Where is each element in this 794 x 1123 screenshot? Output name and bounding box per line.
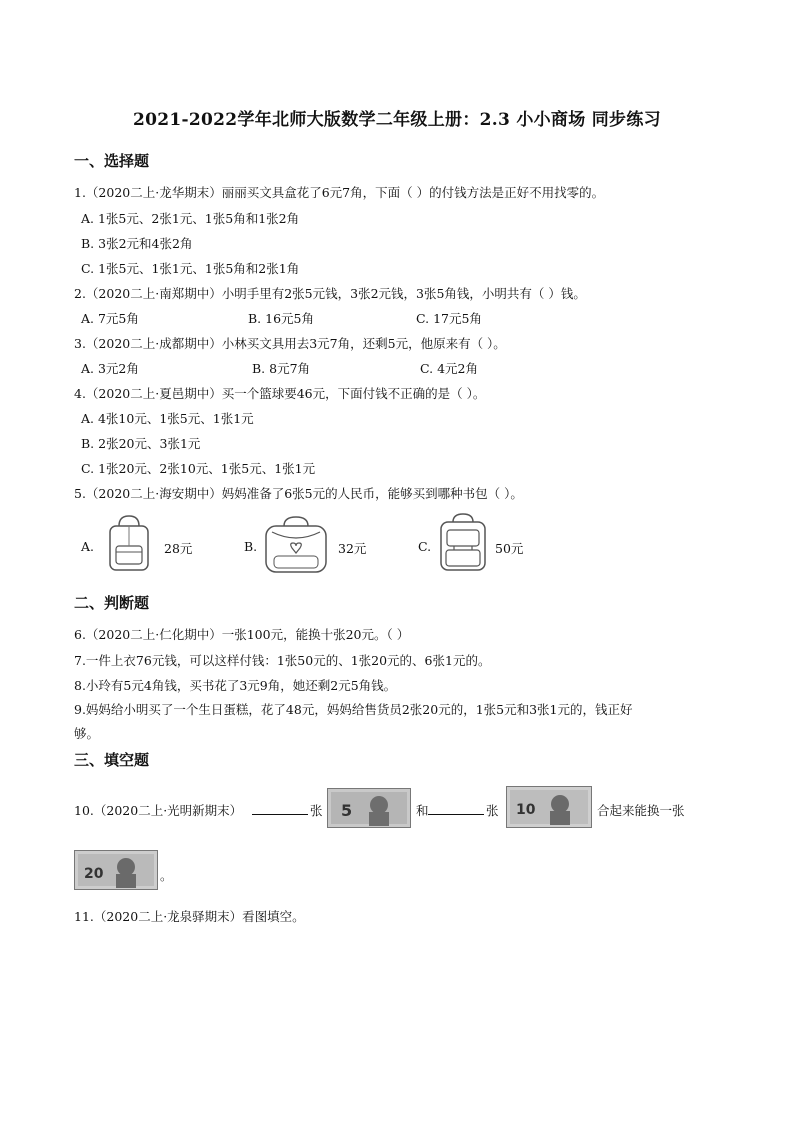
question-5-option-b-letter: B. bbox=[244, 539, 258, 554]
question-5-option-c-price: 50元 bbox=[495, 541, 524, 556]
question-3-option-c: C. 4元2角 bbox=[420, 361, 478, 376]
question-1-stem: 1.（2020二上·龙华期末）丽丽买文具盒花了6元7角，下面（ ）的付钱方法是正好不用找零的。 bbox=[74, 185, 605, 200]
question-2-option-b: B. 16元5角 bbox=[248, 311, 314, 326]
five-yuan-bill-icon bbox=[327, 788, 411, 828]
twenty-yuan-bill-value: 20 bbox=[84, 866, 104, 882]
question-10-end: 。 bbox=[160, 868, 173, 883]
question-10-blank-2[interactable] bbox=[428, 801, 484, 816]
section-heading-choice: 一、选择题 bbox=[74, 152, 150, 170]
backpack-c-icon bbox=[436, 512, 490, 574]
question-10-zhang-1: 张 bbox=[310, 803, 323, 818]
question-6: 6.（2020二上·仁化期中）一张100元，能换十张20元。（ ） bbox=[74, 627, 410, 642]
question-2-option-a: A. 7元5角 bbox=[81, 311, 139, 326]
question-1-option-b: B. 3张2元和4张2角 bbox=[81, 236, 193, 251]
question-3-stem: 3.（2020二上·成都期中）小林买文具用去3元7角，还剩5元，他原来有（ ）。 bbox=[74, 336, 506, 351]
question-10-suffix: 合起来能换一张 bbox=[597, 803, 685, 818]
question-2-stem: 2.（2020二上·南郑期中）小明手里有2张5元钱，3张2元钱，3张5角钱，小明共有（ ）钱。 bbox=[74, 286, 586, 301]
ten-yuan-bill-value: 10 bbox=[516, 802, 536, 818]
question-10-and: 和 bbox=[416, 803, 429, 818]
question-1-option-a: A. 1张5元、2张1元、1张5角和1张2角 bbox=[81, 211, 300, 226]
question-5-option-b-price: 32元 bbox=[338, 541, 367, 556]
twenty-yuan-bill-icon bbox=[74, 850, 158, 890]
five-yuan-bill-value: 5 bbox=[341, 801, 353, 820]
backpack-a-icon bbox=[104, 514, 154, 574]
question-5-stem: 5.（2020二上·海安期中）妈妈准备了6张5元的人民币，能够买到哪种书包（ ）。 bbox=[74, 486, 523, 501]
question-7: 7.一件上衣76元钱，可以这样付钱：1张50元的、1张20元的、6张1元的。 bbox=[74, 653, 491, 668]
section-heading-judgement: 二、判断题 bbox=[74, 594, 150, 612]
question-5-option-a-letter: A. bbox=[81, 539, 95, 554]
question-3-option-a: A. 3元2角 bbox=[81, 361, 139, 376]
question-4-option-a: A. 4张10元、1张5元、1张1元 bbox=[81, 411, 254, 426]
question-4-stem: 4.（2020二上·夏邑期中）买一个篮球要46元，下面付钱不正确的是（ ）。 bbox=[74, 386, 486, 401]
backpack-b-icon bbox=[262, 514, 330, 576]
question-1-option-c: C. 1张5元、1张1元、1张5角和2张1角 bbox=[81, 261, 300, 276]
ten-yuan-bill-icon bbox=[506, 786, 592, 828]
question-5-option-c-letter: C. bbox=[418, 539, 432, 554]
question-10-blank-1[interactable] bbox=[252, 801, 308, 816]
page-title: 2021-2022学年北师大版数学二年级上册：2.3 小小商场 同步练习 bbox=[133, 110, 661, 130]
question-8: 8.小玲有5元4角钱，买书花了3元9角，她还剩2元5角钱。 bbox=[74, 678, 397, 693]
question-10-zhang-2: 张 bbox=[486, 803, 499, 818]
question-5-option-a-price: 28元 bbox=[164, 541, 193, 556]
question-9-line-2: 够。 bbox=[74, 726, 100, 741]
question-9-line-1: 9.妈妈给小明买了一个生日蛋糕，花了48元，妈妈给售货员2张20元的，1张5元和3张1元的，钱正好 bbox=[74, 702, 633, 717]
question-4-option-c: C. 1张20元、2张10元、1张5元、1张1元 bbox=[81, 461, 316, 476]
section-heading-fill-blank: 三、填空题 bbox=[74, 751, 150, 769]
question-3-option-b: B. 8元7角 bbox=[252, 361, 311, 376]
question-4-option-b: B. 2张20元、3张1元 bbox=[81, 436, 201, 451]
question-10-prefix: 10.（2020二上·光明新期末） bbox=[74, 803, 243, 818]
question-2-option-c: C. 17元5角 bbox=[416, 311, 482, 326]
question-11: 11.（2020二上·龙泉驿期末）看图填空。 bbox=[74, 909, 305, 924]
